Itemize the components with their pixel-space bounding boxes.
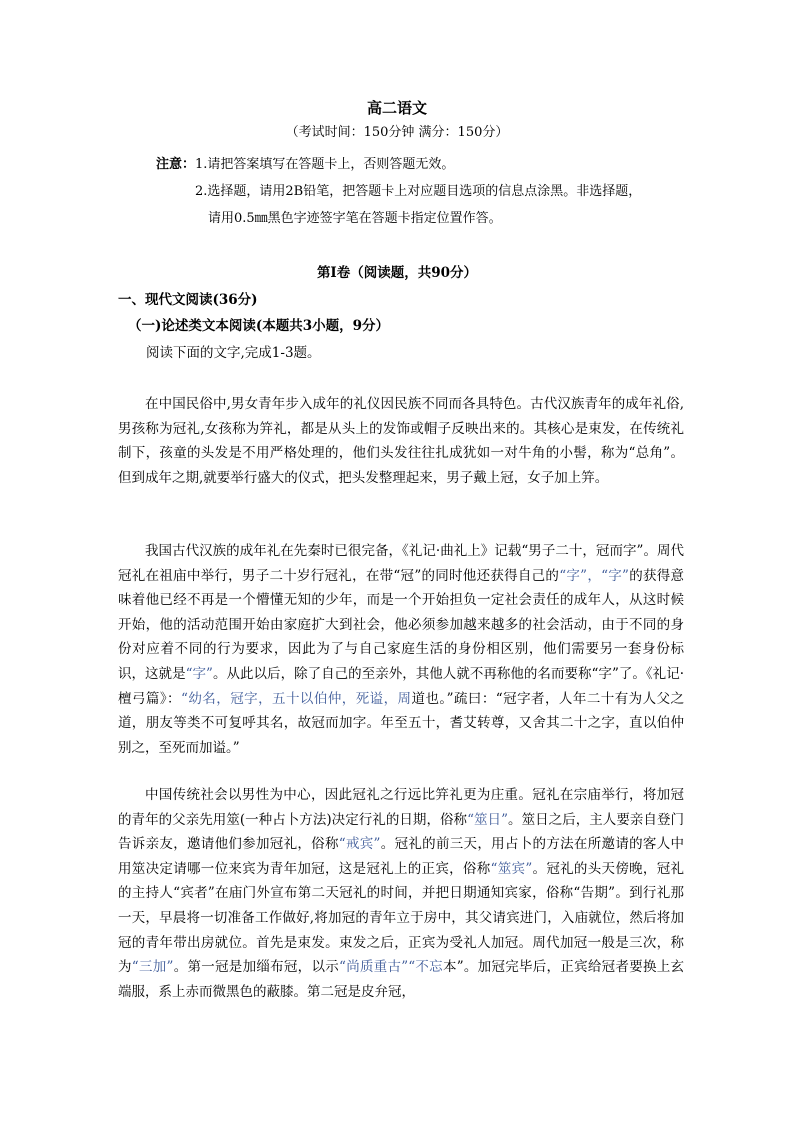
- notice-item-2-line-2: 请用0.5㎜黑色字迹签字笔在答题卡指定位置作答。: [208, 211, 502, 226]
- paragraph-3-text-a: 中国传统社会以男性为中心，因此冠礼之行远比笄礼更为庄重。冠礼在宗庙举行，将加冠的青年的父亲先用筮(一种占卜方法)决定行礼的日期，俗称: [118, 787, 684, 828]
- paragraph-2-text-b: 的获得意味着他已经不再是一个懵懂无知的少年，而是一个开始担负一定社会责任的成年人，从这时候开始，他的活动范围开始由家庭扩大到社会，他必须参加越来越多的社会活动，由于不同的身份对应着不同的行为要求，因此为了与自己家庭生活的身份相区别，他们需要另一套身份标识，这就是: [118, 567, 685, 682]
- notice-item-1: 1.请把答案填写在答题卡上，否则答题无效。: [195, 157, 455, 172]
- paragraph-3-highlight-1: “筮日”: [467, 811, 508, 828]
- exam-info: （考试时间：150分钟 满分：150分）: [285, 125, 509, 140]
- notice-item-2-line-1: 2.选择题，请用2B铅笔，把答题卡上对应题目选项的信息点涂黑。非选择题，: [195, 184, 642, 199]
- subsection-heading: （一)论述类文本阅读(本题共3小题，9分）: [128, 318, 390, 334]
- page-title: 高二语文: [366, 99, 427, 117]
- paragraph-2-highlight-3: “幼名，冠字，五十以伯仲，死谥，周: [181, 690, 412, 707]
- paragraph-3-text-e: 。第一冠是加缁布冠，以示: [173, 959, 340, 976]
- notice-line-1: [156, 153, 454, 172]
- paragraph-3-text-c: 。冠礼的前三天，用占卜的方法在所邀请的客人中用筮决定请哪一位来宾为青年加冠，这是冠礼上的正宾，俗称: [118, 836, 685, 877]
- volume-title: 第Ⅰ卷（阅读题，共90分）: [316, 265, 478, 281]
- paragraph-1: 在中国民俗中,男女青年步入成年的礼仪因民族不同而各具特色。古代汉族青年的成年礼俗,男孩称为冠礼,女孩称为笄礼，都是从头上的发饰或帽子反映出来的。其核心是束发，在传统礼制下，孩童的头发是不用严格处理的，他们头发往往扎成犹如一对牛角的小髻，称为“总角”。但到成年之期,就要举行盛大的仪式，把头发整理起来，男子戴上冠，女子加上笄。: [118, 396, 684, 486]
- paragraph-3-text-f: 本”。加冠完毕后，正宾给冠者要换上玄端服，系上赤而微黑色的蔽膝。第二冠是皮弁冠，: [118, 959, 685, 1000]
- paragraph-3-highlight-5: “尚质重古”“不忘: [339, 959, 443, 976]
- notice-label: 注意：: [156, 157, 196, 172]
- paragraph-2-text-a: 我国古代汉族的成年礼在先秦时已很完备，《礼记·曲礼上》记载“男子二十，冠而字”。周代冠礼在祖庙中举行，男子二十岁行冠礼，在带“冠”的同时他还获得自己的: [118, 543, 684, 584]
- reading-instruction: 阅读下面的文字,完成1-3题。: [146, 345, 321, 361]
- paragraph-2-highlight-2: “字”: [185, 665, 213, 682]
- paragraph-3: [118, 783, 684, 1004]
- paragraph-2-highlight-1: “字”，“字”: [559, 567, 629, 584]
- paragraph-3-text-d: 。冠礼的头天傍晚，冠礼的主持人“宾者”在庙门外宣布第二天冠礼的时间，并把日期通知宾家，俗称“告期”。到行礼那一天，早晨将一切准备工作做好,将加冠的青年立于房中，其父请宾进门，入庙就位，然后将加冠的青年带出房就位。首先是束发。束发之后，正宾为受礼人加冠。周代加冠一般是三次，称为: [118, 860, 685, 976]
- paragraph-2-text-d: 道也。”疏曰：“冠字者，人年二十有为人父之道，朋友等类不可复呼其名，故冠而加字。年至五十，耆艾转尊，又舍其二十之字，直以伯仲别之，至死而加谥。”: [118, 690, 685, 756]
- paragraph-2: [118, 539, 684, 760]
- paragraph-2-text-c: 。从此以后，除了自己的至亲外，其他人就不再称他的名而要称“字”了。《礼记·檀弓篇》：: [118, 665, 685, 707]
- section-heading: 一、现代文阅读(36分): [118, 292, 258, 308]
- paragraph-3-highlight-3: “筮宾”: [490, 860, 533, 877]
- paragraph-3-highlight-2: “戒宾”: [338, 836, 381, 853]
- paragraph-3-highlight-4: “三加”: [131, 959, 174, 976]
- paragraph-3-text-b: 。筮日之后，主人要亲自登门告诉亲友，邀请他们参加冠礼，俗称: [118, 811, 684, 853]
